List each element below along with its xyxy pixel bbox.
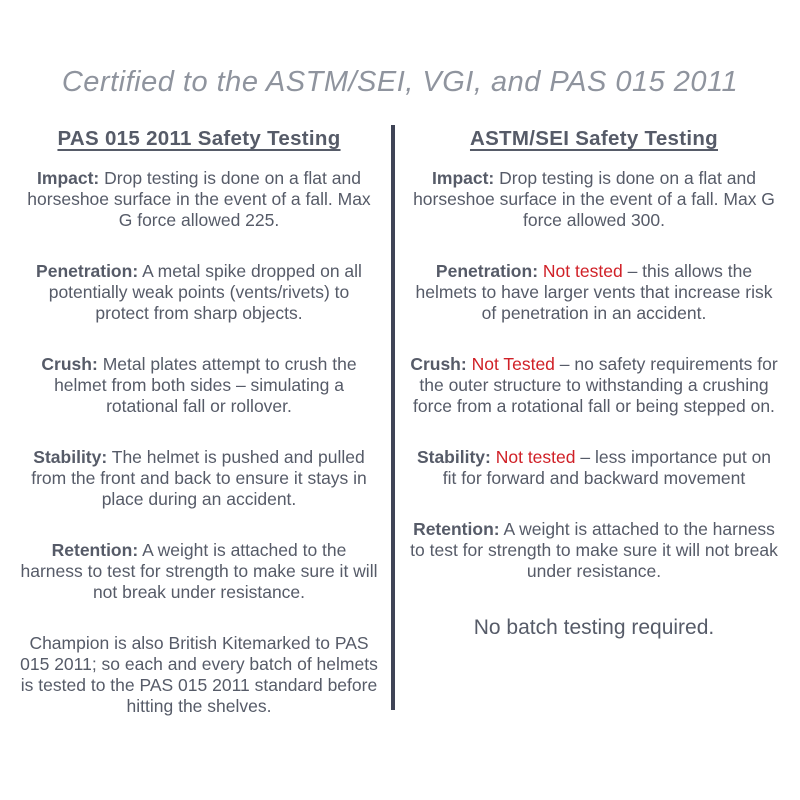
left-paragraph-1: Penetration: A metal spike dropped on all potentially weak points (vents/rivets) to protect from sharp objects. bbox=[36, 261, 362, 323]
pas-015-paragraphs bbox=[16, 168, 382, 717]
comparison-columns bbox=[0, 125, 800, 747]
paragraph-label: Retention: bbox=[413, 519, 500, 539]
left-paragraph-5: Champion is also British Kitemarked to PAS 015 2011; so each and every batch of helmets is tested to the PAS 015 2011 standard before hitting the shelves. bbox=[20, 633, 378, 716]
paragraph-label: Impact: bbox=[432, 168, 495, 188]
left-paragraph-4: Retention: A weight is attached to the harness to test for strength to make sure it will not break under resistance. bbox=[20, 540, 378, 602]
page-title: Certified to the ASTM/SEI, VGI, and PAS 015 2011 bbox=[61, 66, 739, 98]
not-tested-text: Not Tested bbox=[471, 354, 555, 374]
paragraph-label: Penetration: bbox=[435, 261, 539, 281]
left-paragraph-3: Stability: The helmet is pushed and pulled from the front and back to ensure it stays in place during an accident. bbox=[31, 447, 367, 509]
right-paragraph-2: Crush: Not Tested – no safety requirements for the outer structure to withstanding a crushing force from a rotational fall or being stepped on. bbox=[410, 354, 778, 416]
left-paragraph-0: Impact: Drop testing is done on a flat and horseshoe surface in the event of a fall. Max G force allowed 225. bbox=[27, 168, 371, 230]
paragraph-label: Stability: bbox=[33, 447, 108, 467]
batch-testing-note: No batch testing required. bbox=[473, 616, 715, 639]
not-tested-text: Not tested bbox=[542, 261, 623, 281]
astm-sei-column bbox=[404, 125, 784, 640]
paragraph-label: Impact: bbox=[37, 168, 100, 188]
paragraph-label: Crush: bbox=[410, 354, 467, 374]
right-paragraph-3: Stability: Not tested – less importance put on fit for forward and backward movement bbox=[416, 447, 772, 488]
paragraph-label: Crush: bbox=[41, 354, 98, 374]
right-paragraph-0: Impact: Drop testing is done on a flat and horseshoe surface in the event of a fall. Max G force allowed 300. bbox=[413, 168, 775, 230]
astm-sei-paragraphs bbox=[404, 168, 784, 582]
left-paragraph-2: Crush: Metal plates attempt to crush the helmet from both sides – simulating a rotational fall or rollover. bbox=[41, 354, 357, 416]
right-paragraph-4: Retention: A weight is attached to the harness to test for strength to make sure it will not break under resistance. bbox=[410, 519, 778, 581]
paragraph-label: Retention: bbox=[51, 540, 139, 560]
astm-sei-heading: ASTM/SEI Safety Testing bbox=[469, 127, 718, 150]
pas-015-column bbox=[16, 125, 382, 747]
right-paragraph-1: Penetration: Not tested – this allows the helmets to have larger vents that increase risk of penetration in an accident. bbox=[415, 261, 773, 323]
column-divider bbox=[391, 125, 395, 710]
paragraph-label: Penetration: bbox=[36, 261, 139, 281]
not-tested-text: Not tested bbox=[495, 447, 576, 467]
paragraph-label: Stability: bbox=[416, 447, 491, 467]
pas-015-heading: PAS 015 2011 Safety Testing bbox=[57, 127, 341, 150]
